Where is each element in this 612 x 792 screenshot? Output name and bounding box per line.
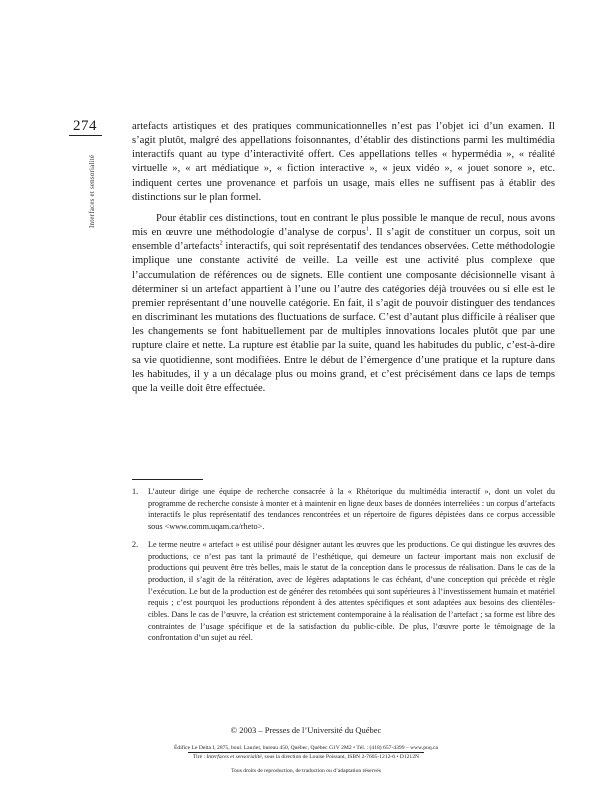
running-title: Interfaces et sensorialité [88, 154, 96, 228]
footnote-separator [132, 479, 203, 480]
footnotes [132, 486, 555, 644]
paragraph-2-part-c: interactifs, qui soit représentatif des tendances observées. Cette méthodologie implique une constante activité de veille. La veille est une activité plus complexe que l’accumulation de références ou de signets. Elle contient une composante décisionnelle visant à déterminer si un artefact appartient à l’une ou l’autre des catégories déjà trouvées ou si elle est le premier représentant d’une nouvelle catégorie. En fait, il s’agit de pouvoir distinguer des tendances en discriminant les mutations des fluctuations de surface. C’est d’autant plus difficile à réaliser que les changements se font habituellement par de multiples innovations locales plutôt que par une rupture claire et nette. La rupture est établie par la suite, quand les habitudes du public, c’est-à-dire sa vie quotidienne, sont modifiées. Entre le début de l’émergence d’une pratique et la rupture dans les habitudes, il y a un décalage plus ou moins grand, et c’est précisément dans ce laps de temps que la veille doit être effectuée. [132, 241, 555, 394]
source-book-title: Interfaces et sensorialité [206, 754, 262, 760]
page-number: 274 [73, 118, 97, 134]
source-title-line [0, 754, 612, 760]
footnote-number: 1. [132, 487, 139, 496]
footnote-ref-2[interactable]: 2 [219, 239, 223, 247]
footer-rule [188, 752, 424, 753]
footnote-ref-1[interactable]: 1 [365, 225, 370, 233]
footnote-number: 2. [132, 539, 139, 549]
copyright-line: © 2003 – Presses de l’Université du Québec [230, 725, 382, 735]
source-title-prefix: Tiré : [192, 754, 207, 760]
paragraph-1: artefacts artistiques et des pratiques communicationnelles n’est pas l’objet ici d’un examen. Il s’agit plutôt, malgré des appellations foisonnantes, d’établir des distinctions parmi les multimédia interactifs quant au type d’interactivité offert. Ces appellations telles « hypermédia », « réalité virtuelle », « art médiatique », « fiction interactive », « jeux vidéo », « jouet sonore », etc. indiquent certes une provenance et parfois un usage, mais elles ne suffisent pas à établir des distinctions sur le plan formel. [132, 121, 555, 203]
footnote-text: L’auteur dirige une équipe de recherche consacrée à la « Rhétorique du multimédia interactif », dont un volet du programme de recherche consiste à monter et à maintenir en ligne deux bases de données interreliées : un corpus d’artefacts interactifs le plus représentatif des tendances rencontrées et un répertoire de figures dépistées dans ce corpus accessible sous <www.comm.uqam.ca/rheto>. [148, 487, 555, 532]
footnote-text: Le terme neutre « artefact » est utilisé pour désigner autant les œuvres que les productions. Ce qui distingue les œuvres des productions, ce n’est pas tant la primauté de l’esthétique, qui demeure un facteur important mais non exclusif de productions qui peuvent être très belles, mais le statut de la conception dans le processus de réalisation. Dans le cas de la production, il s’agit de la réitération, avec de légères adaptations le cas échéant, d’une conception qui précède et règle l’exécution. Le but de la production est de générer des retombées qui sont supérieures à l’investissement humain et matériel requis ; c’est pourquoi les productions répondent à des attentes spécifiques et sont adaptées aux besoins des clientèles-cibles. Dans le cas de l’œuvre, la création est strictement contemporaine à la réalisation de l’artefact ; sa forme est libre des contraintes de l’usage spécifique et de la satisfaction du public-cible. De plus, l’œuvre porte le témoignage de la confrontation d’un sujet au réel. [148, 539, 555, 643]
paragraph-2-part-a: Pour établir ces distinctions, tout en contrant le plus possible le manque de recul, nous avons mis en œuvre une méthodologie d’analyse de corpus [132, 212, 555, 239]
source-title-suffix: , sous la direction de Louise Poissant, ISBN 2-7605-1212-6 • D1212N [261, 754, 420, 760]
paragraph-2-part-b: . Il s’agit de constituer un corpus, soit un ensemble d’artefacts [132, 227, 555, 253]
footnote-2 [132, 539, 555, 644]
main-text [132, 120, 555, 396]
footnote-1 [132, 486, 555, 533]
publisher-address: Édifice Le Delta I, 2875, boul. Laurier, bureau 450, Québec, Québec G1V 2M2 • Tél. : (418) 657-4399 – www.puq.ca [174, 745, 438, 751]
paragraph-2 [132, 212, 555, 396]
rights-notice: Tous droits de reproduction, de traduction ou d’adaptation réservés [231, 768, 381, 774]
page-number-rule [69, 135, 102, 136]
